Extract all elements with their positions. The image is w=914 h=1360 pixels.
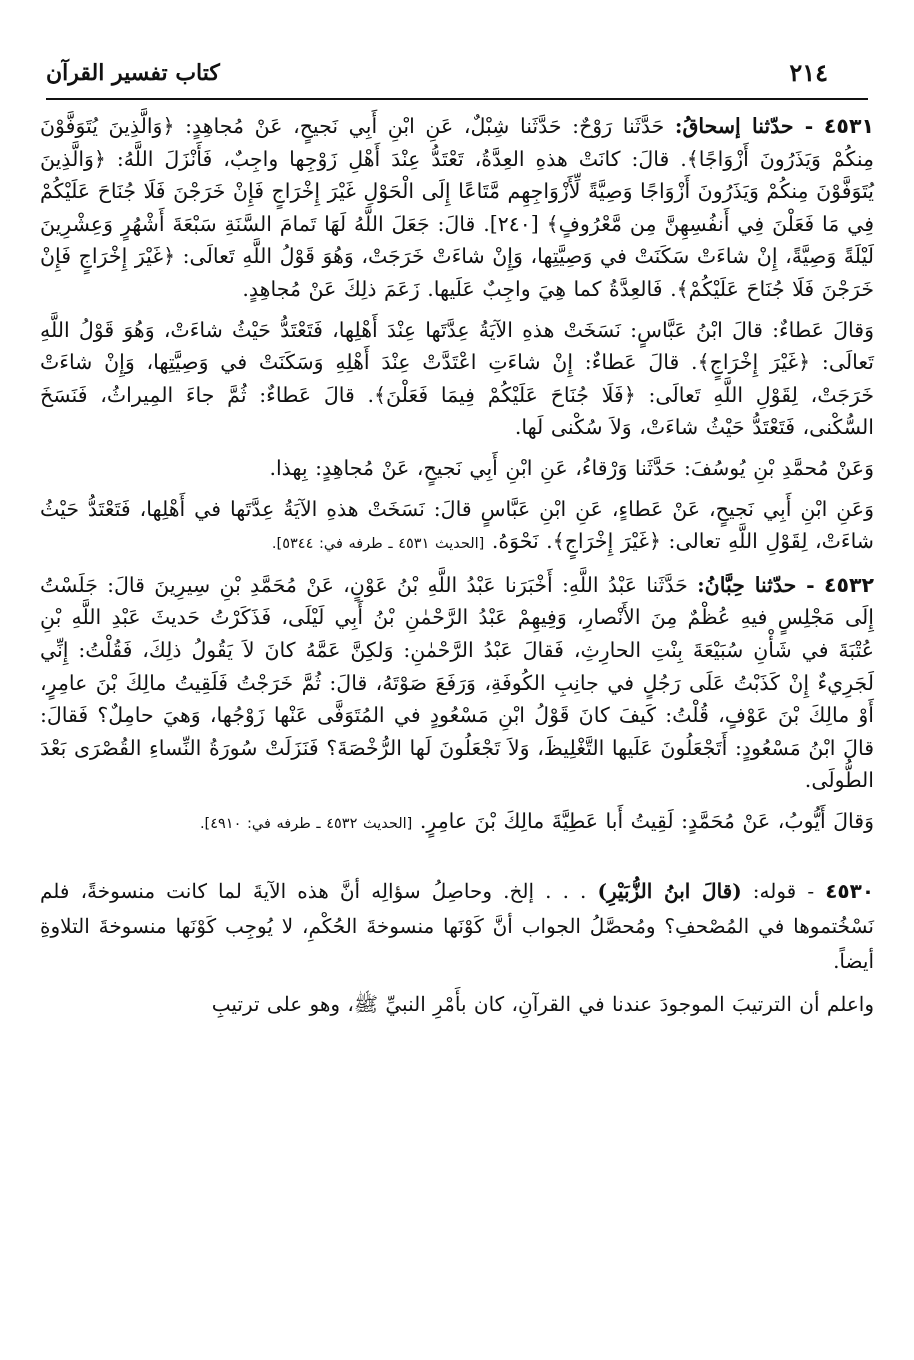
page-header <box>46 54 868 100</box>
narration-text: وَعَنِ ابْنِ أَبِي نَجيحٍ، عَنْ عَطاءٍ، عَنِ ابْنِ عَبَّاسٍ قالَ: نَسَخَتْ هذهِ الآيَةُ عِدَّتَها في أَهْلِها، فَتَعْتَدُّ حَيْثُ شاءَتْ، لِقَوْلِ اللَّهِ تعالى: ﴿غَيْرَ إِخْرَاجٍ﴾. نَحْوَهُ. <box>40 496 874 554</box>
hadith-number: ٤٥٣١ <box>823 114 874 138</box>
cross-reference-note: [الحديث ٤٥٣١ ـ طرفه في: ٥٣٤٤]. <box>271 536 485 553</box>
cross-reference-note: [الحديث ٤٥٣٢ ـ طرفه في: ٤٩١٠]. <box>199 815 413 832</box>
commentary-quote: (قالَ ابنُ الزُّبَيْرِ) <box>597 879 742 904</box>
page-number: ٢١٤ <box>789 58 828 87</box>
hadith-lead: - حدّثنا إسحاقُ: <box>674 114 814 138</box>
commentary-text: . . . إلخ. وحاصِلُ سؤالِه أنَّ هذه الآيةَ لما كانت منسوخةً، فلم نَسْخُتموها في المُصْحفِ؟ ومُحصَّلُ الجواب أنَّ كَوْنَها منسوخةَ الحُكْمِ، لا يُوجِب كَوْنَها منسوخةَ التلاوةِ أيضاً. <box>40 879 874 974</box>
narration-ata <box>40 314 874 444</box>
section-gap <box>40 848 874 874</box>
commentary-order <box>40 987 874 1022</box>
hadith-4532 <box>40 569 874 797</box>
commentary-4530 <box>40 874 874 979</box>
narration-text: وَعَنْ مُحمَّدِ بْنِ يُوسُفَ: حَدَّثَنا وَرْقاءُ، عَنِ ابْنِ أَبِي نَجيحٍ، عَنْ مُجاهِدٍ: بِهذا. <box>269 455 874 480</box>
hadith-text: حَدَّثَنا عَبْدُ اللَّهِ: أَخْبَرَنا عَبْدُ اللَّهِ بْنُ عَوْنٍ، عَنْ مُحَمَّدِ بْنِ سِيرِينَ قالَ: جَلَسْتُ إِلَى مَجْلِسٍ فيهِ عُظْمٌ مِنَ الأَنْصارِ، وَفِيهِمْ عَبْدُ الرَّحْمٰنِ بْنُ أَبِي لَيْلَى، فَذَكَرْتُ حَديثَ عَبْدِ اللَّهِ بْنِ عُتْبَةَ في شَأْنِ سُبَيْعَةَ بِنْتِ الحارِثِ، فَقالَ عَبْدُ الرَّحْمٰنِ: وَلكِنَّ عَمَّهُ كانَ لاَ يَقُولُ ذلِكَ، فَقُلْتُ: إِنِّي لَجَرِيءٌ إِنْ كَذَبْتُ عَلَى رَجُلٍ في جانِبِ الكُوفَةِ، وَرَفَعَ صَوْتَهُ، قالَ: ثُمَّ خَرَجْتُ فَلَقِيتُ مالِكَ بْنَ عامِرٍ، أَوْ مالِكَ بْنَ عَوْفٍ، قُلْتُ: كَيفَ كانَ قَوْلُ ابْنِ مَسْعُودٍ في المُتَوَفَّى عَنْها زَوْجُها، وَهيَ حامِلٌ؟ فَقالَ: قالَ ابْنُ مَسْعُودٍ: أَتَجْعَلُونَ عَلَيها التَّغْلِيظَ، وَلاَ تَجْعَلُونَ لَها الرُّخْصَةَ؟ فَنَزَلَتْ سُورَةُ النِّساءِ القُصْرَى بَعْدَ الطُّولَى. <box>40 572 874 793</box>
book-title: كتاب تفسير القرآن <box>46 60 220 86</box>
hadith-4531 <box>40 110 874 306</box>
hadith-text: حَدَّثَنا رَوْحٌ: حَدَّثَنا شِبْلٌ، عَنِ ابْنِ أَبِي نَجيحٍ، عَنْ مُجاهِدٍ: ﴿وَالَّذِينَ يُتَوَفَّوْنَ مِنكُمْ وَيَذَرُونَ أَزْوَاجًا﴾. قالَ: كانَتْ هذهِ العِدَّةُ، تَعْتَدُّ عِنْدَ أَهْلِ زَوْجِها واجِبٌ، فَأَنْزَلَ اللَّهُ: ﴿وَالَّذِينَ يُتَوَفَّوْنَ مِنكُمْ وَيَذَرُونَ أَزْوَاجًا وَصِيَّةً لِّأَزْوَاجِهِم مَّتَاعًا إِلَى الْحَوْلِ غَيْرَ إِخْرَاجٍ فَإِنْ خَرَجْنَ فَلَا جُنَاحَ عَلَيْكُمْ فِي مَا فَعَلْنَ فِي أَنفُسِهِنَّ مِن مَّعْرُوفٍ﴾ [٢٤٠]. قالَ: جَعَلَ اللَّهُ لَهَا تَمامَ السَّنَةِ سَبْعَةَ أَشْهُرٍ وَعِشْرِينَ لَيْلَةً وَصِيَّةً، إِنْ شاءَتْ سَكَنَتْ في وَصِيَّتِها، وَإِنْ شاءَتْ خَرَجَتْ، وَهُوَ قَوْلُ اللَّهِ تَعالَى: ﴿غَيْرَ إِخْرَاجٍ فَإِنْ خَرَجْنَ فَلَا جُنَاحَ عَلَيْكُمْ﴾. فَالعِدَّةُ كما هِيَ واجِبٌ عَلَيها. زَعَمَ ذلِكَ عَنْ مُجاهِدٍ. <box>40 114 874 301</box>
narration-yusuf <box>40 452 874 485</box>
commentary-lead: - قوله: <box>752 879 815 904</box>
hadith-lead: - حدّثنا حِبَّانُ: <box>697 572 815 597</box>
narration-text: وَقالَ أَيُّوبُ، عَنْ مُحَمَّدٍ: لَقِيتُ أَبا عَطِيَّةَ مالِكَ بْنَ عامِرٍ. <box>419 808 874 833</box>
narration-ayyub <box>40 805 874 841</box>
narration-najih <box>40 493 874 561</box>
commentary-section <box>40 874 874 1022</box>
commentary-text: واعلم أن الترتيبَ الموجودَ عندنا في القرآنِ، كان بأَمْرِ النبيِّ ﷺ، وهو على ترتيبِ <box>211 992 874 1017</box>
main-text <box>40 110 874 840</box>
hadith-number: ٤٥٣٢ <box>823 572 874 597</box>
narration-text: وَقالَ عَطاءٌ: قالَ ابْنُ عَبَّاسٍ: نَسَخَتْ هذهِ الآيَةُ عِدَّتَها عِنْدَ أَهْلِها، فَتَعْتَدُّ حَيْثُ شاءَتْ، وَهُوَ قَوْلُ اللَّهِ تَعالَى: ﴿غَيْرَ إِخْرَاجٍ﴾. قالَ عَطاءٌ: إِنْ شاءَتِ اعْتَدَّتْ عِنْدَ أَهْلِهِ وَسَكَنَتْ في وَصِيَّتِها، وَإِنْ شاءَتْ خَرَجَتْ، لِقَوْلِ اللَّهِ تَعالَى: ﴿فَلَا جُنَاحَ عَلَيْكُمْ فِيمَا فَعَلْنَ﴾. قالَ عَطاءٌ: ثُمَّ جاءَ المِيراثُ، فَنَسَخَ السُّكْنى، فَتَعْتَدُّ حَيْثُ شاءَتْ، وَلاَ سُكْنى لَها. <box>40 317 874 440</box>
commentary-number: ٤٥٣٠ <box>825 879 875 904</box>
